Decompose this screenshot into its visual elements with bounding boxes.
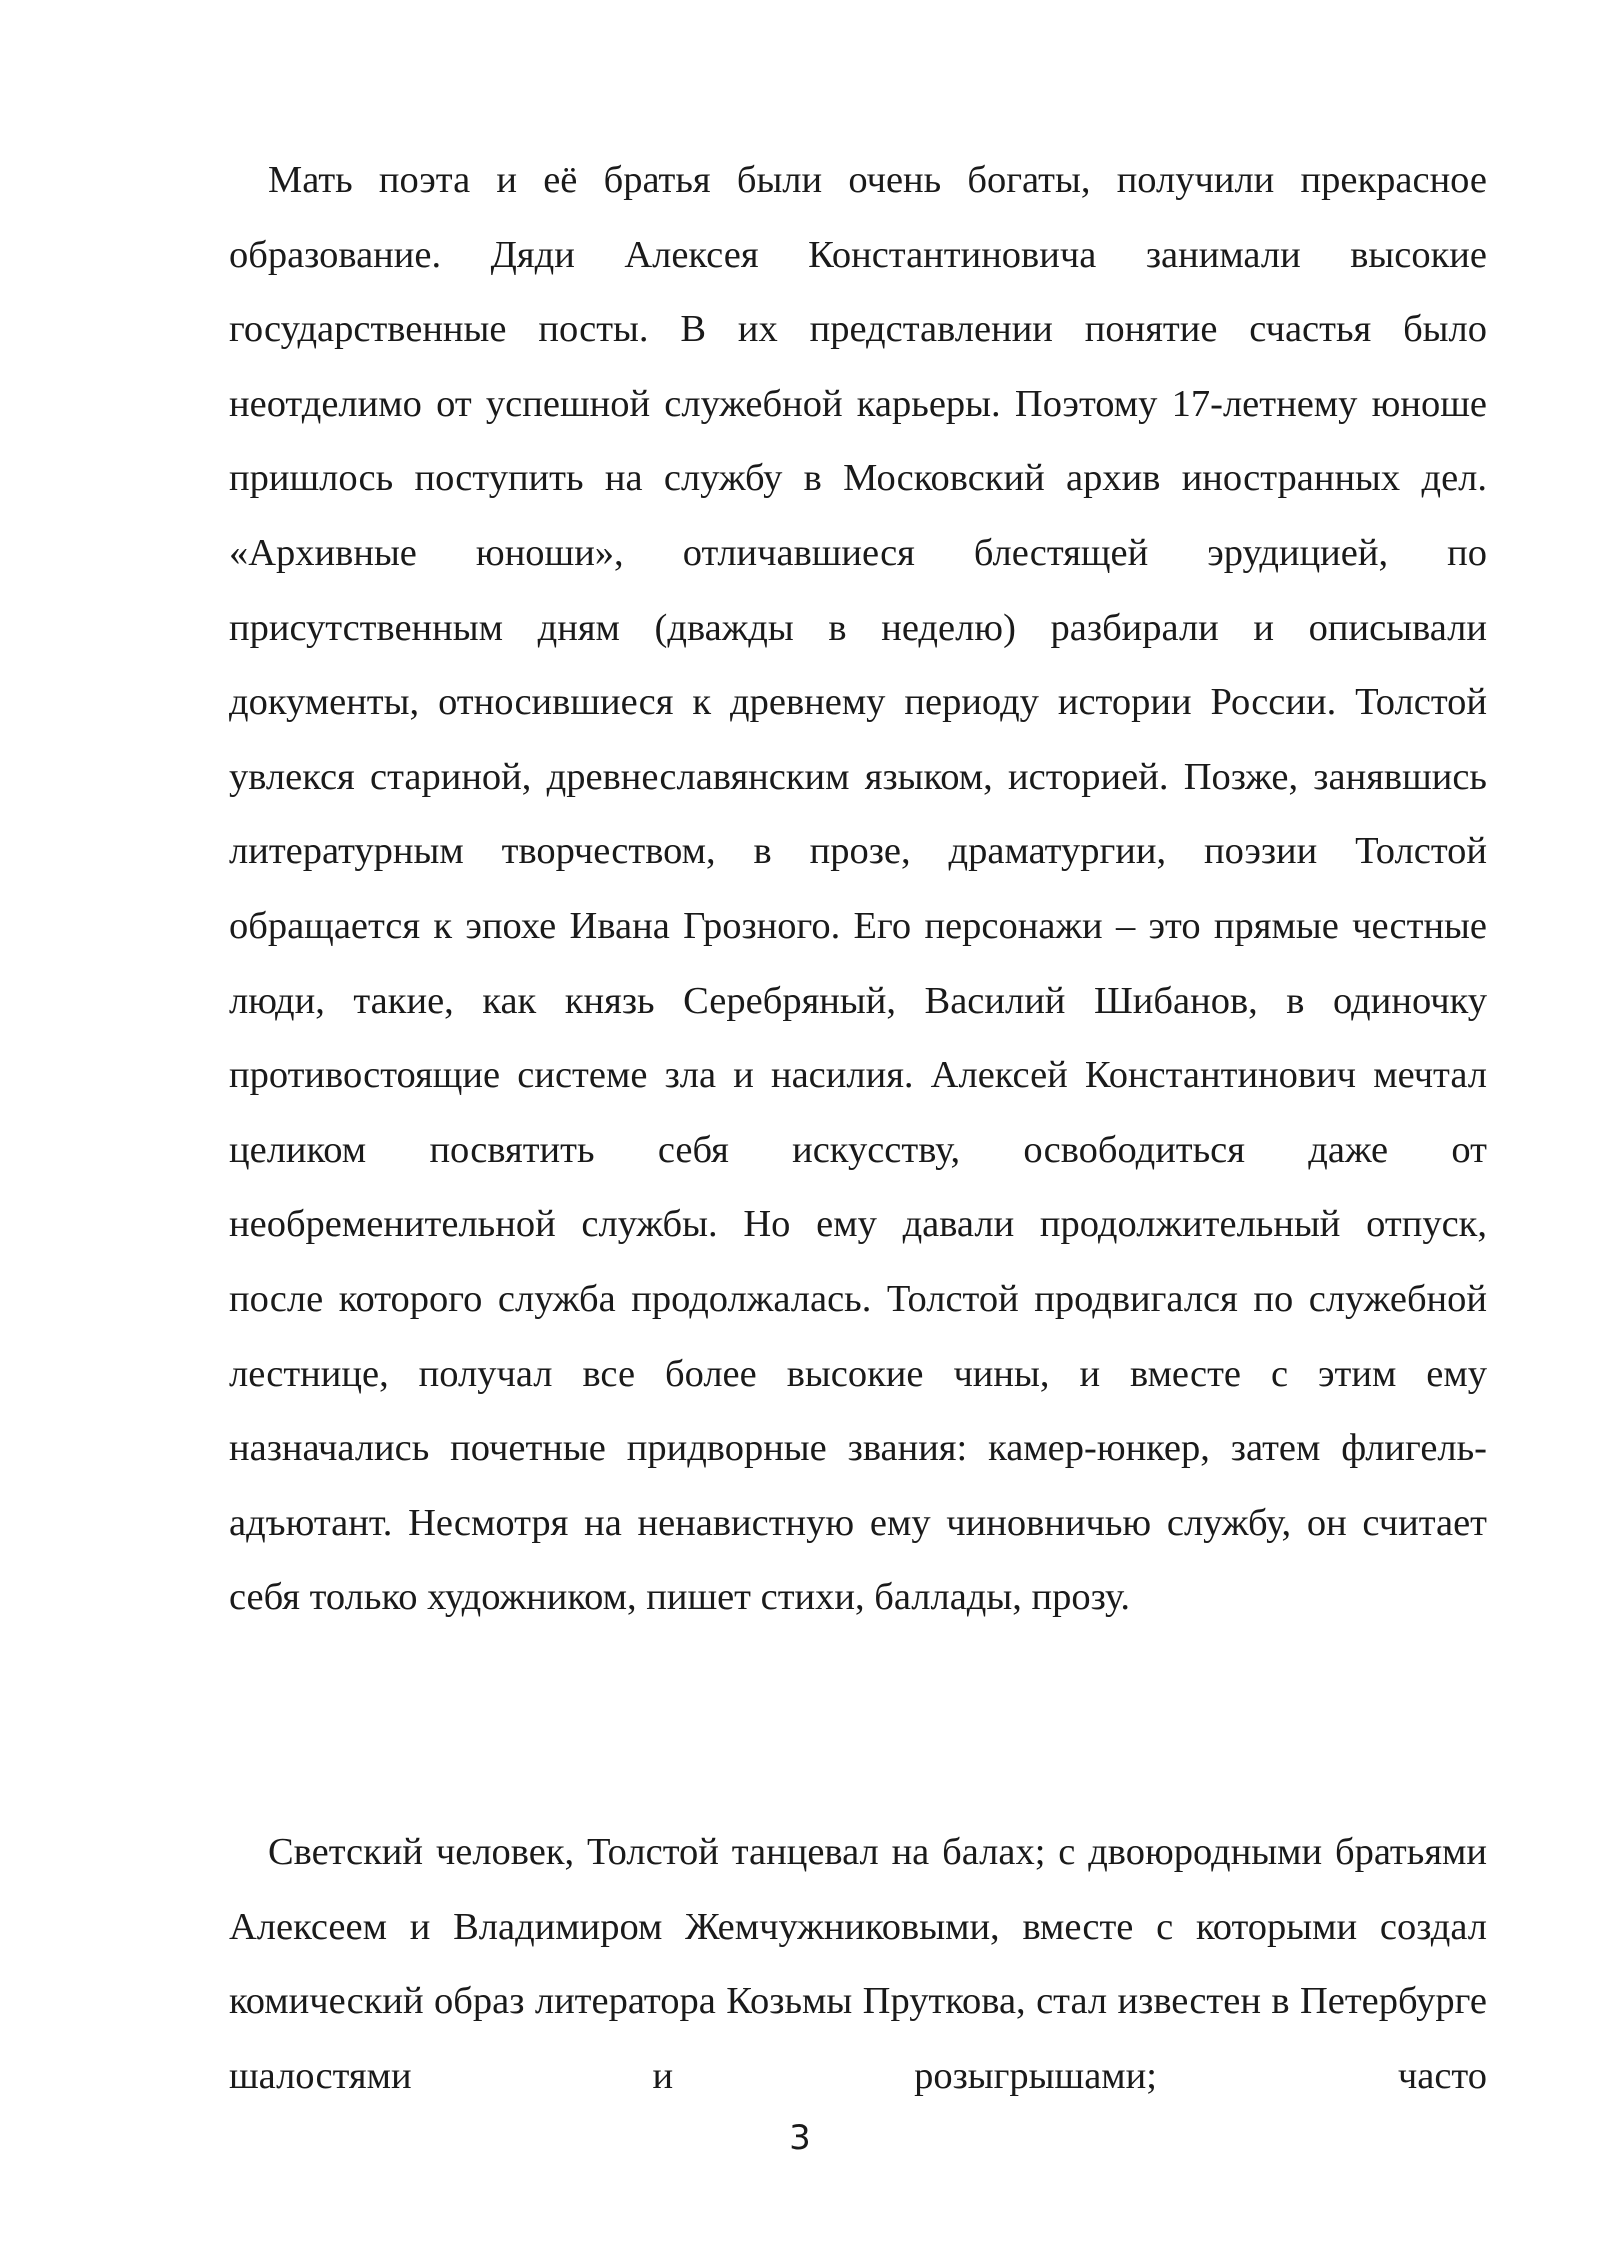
body-paragraph: Мать поэта и её братья были очень богаты, получили прекрасное образование. Дяди Алексея Константиновича занимали высокие государственные посты. В их представлении понятие счастья было неотделимо от успешной служебной карьеры. Поэтому 17-летнему юноше пришлось поступить на службу в Московский архив иностранных дел. «Архивные юноши», отличавшиеся блестящей эрудицией, по присутственным дням (дважды в неделю) разбирали и описывали документы, относившиеся к древнему периоду истории России. Толстой увлекся стариной, древнеславянским языком, историей. Позже, занявшись литературным творчеством, в прозе, драматургии, поэзии Толстой обращается к эпохе Ивана Грозного. Его персонажи – это прямые честные люди, такие, как князь Серебряный, Василий Шибанов, в одиночку противостоящие системе зла и насилия. Алексей Константинович мечтал целиком посвятить себя искусству, освободиться даже от необременительной службы. Но ему давали продолжительный отпуск, после которого служба продолжалась. Толстой продвигался по служебной лестнице, получал все более высокие чины, и вместе с этим ему назначались почетные придворные звания: камер-юнкер, затем флигель-адъютант. Несмотря на ненавистную ему чиновничью службу, он считает себя только художником, пишет стихи, баллады, прозу. [229,159,1487,1619]
page-number: 3 [789,2118,811,2158]
body-paragraph: Светский человек, Толстой танцевал на балах; с двоюродными братьями Алексеем и Владимиром Жемчужниковыми, вместе с которыми создал комический образ литератора Козьмы Пруткова, стал известен в Петербурге шалостями и розыгрышами; часто [229,1831,1487,2097]
